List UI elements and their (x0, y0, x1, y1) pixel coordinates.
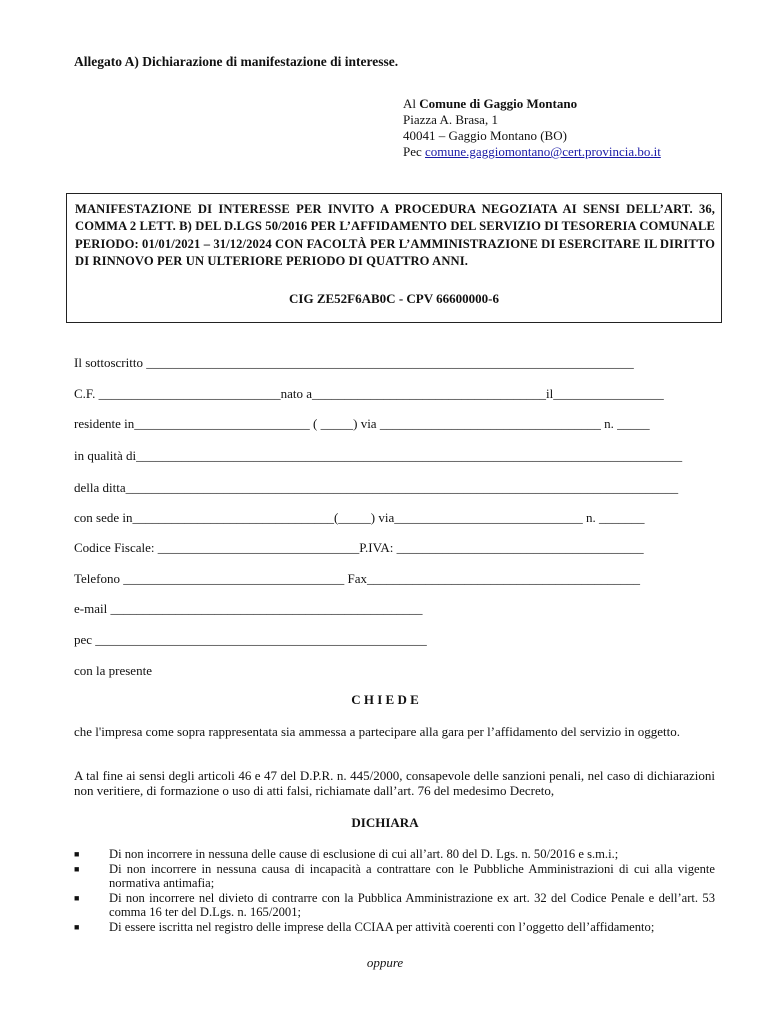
field-pec[interactable]: pec ___________________________________________________ (74, 632, 427, 647)
recipient-street: Piazza A. Brasa, 1 (403, 112, 498, 127)
field-cf-nato-il[interactable]: C.F. ____________________________nato a____________________________________il_________________ (74, 386, 664, 401)
list-item: ■ Di non incorrere in nessuna delle cause di esclusione di cui all’art. 80 del D. Lgs. n. 50/2016 e s.m.i.; (74, 847, 619, 861)
field-sede[interactable]: con sede in_______________________________(_____) via_____________________________ n. _______ (74, 510, 645, 525)
bullet-icon: ■ (74, 849, 80, 859)
document-heading: Allegato A) Dichiarazione di manifestazione di interesse. (74, 54, 399, 69)
recipient-city: 40041 – Gaggio Montano (BO) (403, 128, 567, 143)
field-residente[interactable]: residente in___________________________ ( _____) via __________________________________ n. _____ (74, 416, 650, 431)
bullet-icon: ■ (74, 892, 80, 903)
subject-title: MANIFESTAZIONE DI INTERESSE PER INVITO A PROCEDURA NEGOZIATA AI SENSI DELL’ART. 36, COMMA 2 LETT. B) DEL D.LGS 50/2016 PER L’AFFIDAMENTO DEL SERVIZIO DI TESORERIA COMUNALE PERIODO: 01/01/2021 – 31/12/2024 CON FACOLTÀ PER L’AMMINISTRAZIONE DI ESERCITARE IL DIRITTO DI RINNOVO PER UN ULTERIORE PERIODO DI QUATTRO ANNI. (75, 202, 715, 269)
chiede-paragraph: che l'impresa come sopra rappresentata sia ammessa a partecipare alla gara per l’affidamento del servizio in oggetto. (74, 724, 680, 739)
dichiarazioni-list (74, 847, 715, 934)
recipient-line-1: Al Comune di Gaggio Montano (403, 96, 578, 111)
list-item: ■ Di non incorrere in nessuna causa di incapacità a contrattare con le Pubbliche Amministrazioni di cui alla vigente normativa antimafia; (74, 861, 715, 890)
recipient-address (403, 96, 661, 160)
recipient-pec: Pec comune.gaggiomontano@cert.provincia.bo.it (403, 144, 661, 159)
field-ditta[interactable]: della ditta_____________________________________________________________________________________ (74, 480, 679, 495)
field-codice-fiscale-piva[interactable]: Codice Fiscale: _______________________________P.IVA: ______________________________________ (74, 540, 644, 555)
subject-box (66, 193, 722, 323)
field-qualita[interactable]: in qualità di____________________________________________________________________________________ (74, 448, 683, 463)
field-email[interactable]: e-mail ________________________________________________ (74, 601, 423, 616)
dichiara-heading: DICHIARA (351, 815, 419, 830)
list-item: ■ Di essere iscritta nel registro delle imprese della CCIAA per attività coerenti con l’oggetto dell’affidamento; (74, 919, 655, 934)
bullet-icon: ■ (74, 921, 80, 932)
cig-cpv-codes: CIG ZE52F6AB0C - CPV 66600000-6 (289, 291, 499, 306)
recipient-name: Comune di Gaggio Montano (419, 96, 578, 111)
field-telefono-fax[interactable]: Telefono __________________________________ Fax__________________________________________ (74, 571, 641, 586)
oppure-label: oppure (366, 955, 404, 970)
field-sottoscritto[interactable]: Il sottoscritto ___________________________________________________________________________ (74, 355, 634, 370)
con-la-presente: con la presente (74, 663, 152, 678)
bullet-icon: ■ (74, 863, 80, 874)
pec-email-link[interactable]: comune.gaggiomontano@cert.provincia.bo.it (425, 144, 661, 159)
chiede-heading: C H I E D E (351, 692, 419, 707)
list-item: ■ Di non incorrere nel divieto di contrarre con la Pubblica Amministrazione ex art. 32 del Codice Penale e dell’art. 53 comma 16 ter del D.Lgs. n. 165/2001; (74, 890, 715, 919)
fine-paragraph: A tal fine ai sensi degli articoli 46 e 47 del D.P.R. n. 445/2000, consapevole delle sanzioni penali, nel caso di dichiarazioni non veritiere, di formazione o uso di atti falsi, richiamate dall’art. 76 del medesimo Decreto, (74, 768, 715, 798)
